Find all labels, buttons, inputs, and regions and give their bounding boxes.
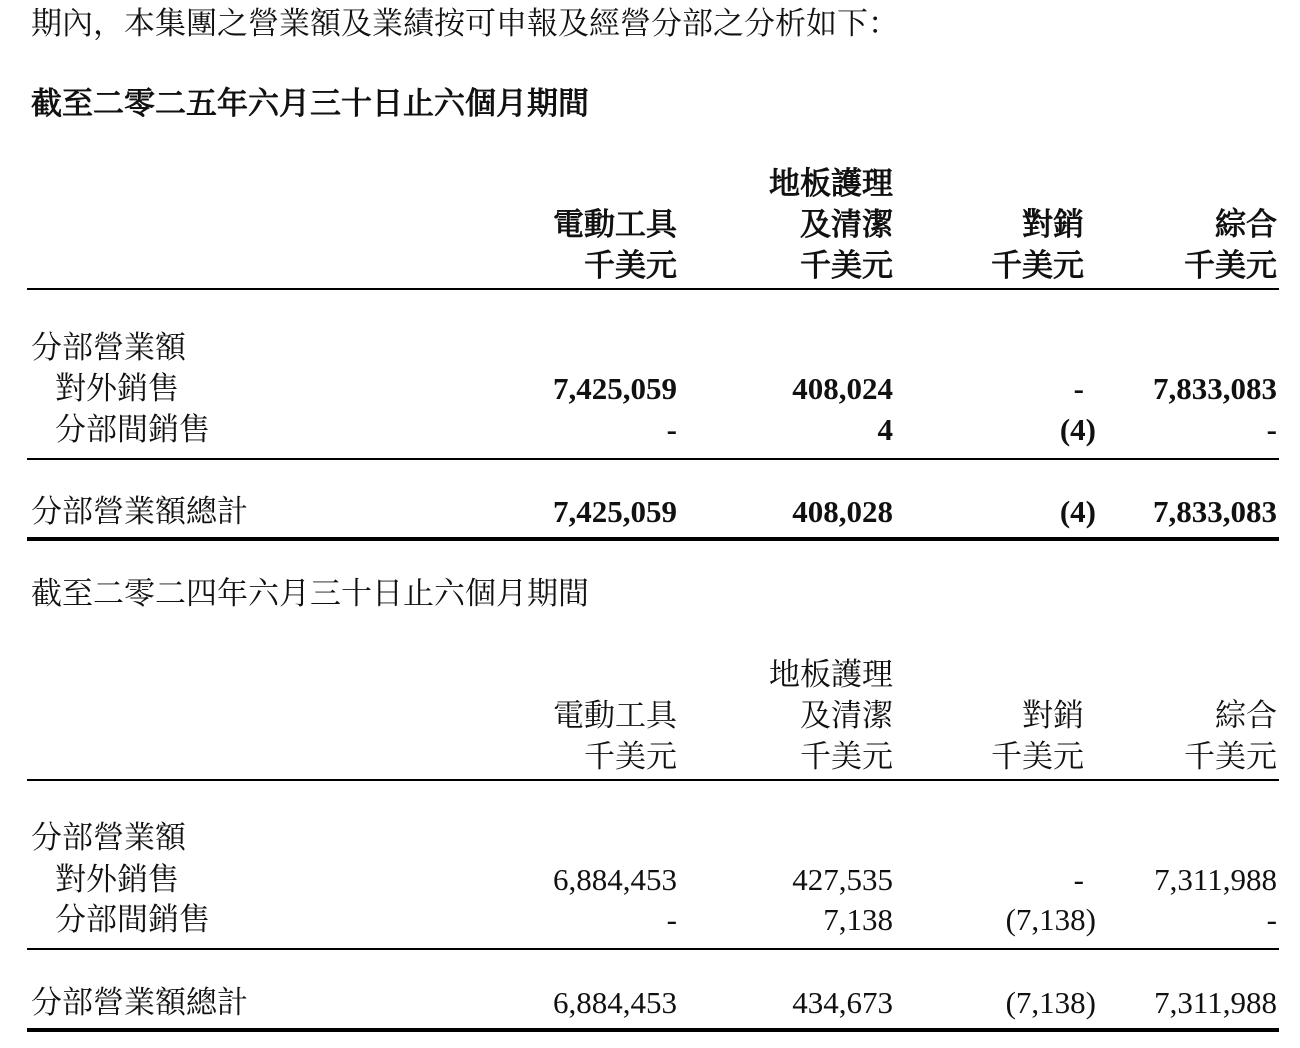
table-row (0, 900, 1300, 940)
header-consolidated (1184, 695, 1277, 777)
row-label: 對外銷售 (55, 371, 179, 406)
header-unit: 千美元 (800, 248, 893, 283)
total-rule (27, 537, 1279, 541)
cell-power-tools: - (666, 902, 677, 937)
total-consolidated: 7,311,988 (1154, 985, 1277, 1020)
header-unit: 千美元 (991, 739, 1084, 774)
header-eliminations (991, 204, 1084, 286)
total-row (0, 983, 1300, 1023)
total-label: 分部營業額總計 (31, 985, 248, 1020)
cell-eliminations: - (1073, 862, 1084, 897)
total-power-tools: 7,425,059 (553, 494, 677, 529)
total-eliminations: (7,138) (1005, 985, 1096, 1020)
header-unit: 千美元 (1184, 248, 1277, 283)
header-line: 地板護理 (769, 657, 893, 692)
intro-paragraph: 期內，本集團之營業額及業績按可申報及經營分部之分析如下： (31, 6, 899, 41)
header-line: 及清潔 (800, 207, 893, 242)
cell-power-tools: - (666, 412, 677, 447)
cell-consolidated: 7,833,083 (1153, 371, 1277, 406)
total-floor-care: 434,673 (792, 985, 893, 1020)
row-label: 分部間銷售 (55, 412, 210, 447)
header-floor-care (769, 654, 893, 777)
cell-eliminations: (7,138) (1005, 902, 1096, 937)
header-power-tools (553, 204, 677, 286)
group-label: 分部營業額 (31, 330, 186, 365)
header-rule (27, 288, 1279, 290)
cell-consolidated: - (1266, 412, 1277, 447)
period-title: 截至二零二五年六月三十日止六個月期間 (31, 86, 589, 121)
header-line: 對銷 (1022, 698, 1084, 733)
header-unit: 千美元 (991, 248, 1084, 283)
header-consolidated (1184, 204, 1277, 286)
header-eliminations (991, 695, 1084, 777)
cell-consolidated: 7,311,988 (1154, 862, 1277, 897)
total-consolidated: 7,833,083 (1153, 494, 1277, 529)
header-power-tools (553, 695, 677, 777)
header-line: 綜合 (1215, 207, 1277, 242)
total-floor-care: 408,028 (792, 494, 893, 529)
subtotal-rule (27, 458, 1279, 460)
cell-floor-care: 7,138 (823, 902, 893, 937)
header-unit: 千美元 (1184, 739, 1277, 774)
total-row (0, 492, 1300, 532)
period-title: 截至二零二四年六月三十日止六個月期間 (31, 576, 589, 611)
row-label: 分部間銷售 (55, 902, 210, 937)
total-label: 分部營業額總計 (31, 494, 248, 529)
cell-power-tools: 6,884,453 (553, 862, 677, 897)
header-line: 及清潔 (800, 698, 893, 733)
cell-consolidated: - (1266, 902, 1277, 937)
header-rule (27, 779, 1279, 781)
header-unit: 千美元 (584, 739, 677, 774)
group-label: 分部營業額 (31, 820, 186, 855)
cell-eliminations: - (1073, 371, 1084, 406)
total-eliminations: (4) (1059, 494, 1096, 529)
header-unit: 千美元 (584, 248, 677, 283)
table-row (0, 860, 1300, 900)
row-label: 對外銷售 (55, 862, 179, 897)
header-unit: 千美元 (800, 739, 893, 774)
header-line: 電動工具 (553, 207, 677, 242)
cell-floor-care: 4 (877, 412, 893, 447)
subtotal-rule (27, 948, 1279, 950)
table-row (0, 369, 1300, 409)
cell-floor-care: 408,024 (792, 371, 893, 406)
table-row (0, 410, 1300, 450)
cell-power-tools: 7,425,059 (553, 371, 677, 406)
cell-eliminations: (4) (1059, 412, 1096, 447)
total-power-tools: 6,884,453 (553, 985, 677, 1020)
total-rule (27, 1028, 1279, 1032)
cell-floor-care: 427,535 (792, 862, 893, 897)
header-floor-care (769, 163, 893, 286)
header-line: 綜合 (1215, 698, 1277, 733)
header-line: 對銷 (1022, 207, 1084, 242)
header-line: 電動工具 (553, 698, 677, 733)
header-line: 地板護理 (769, 166, 893, 201)
